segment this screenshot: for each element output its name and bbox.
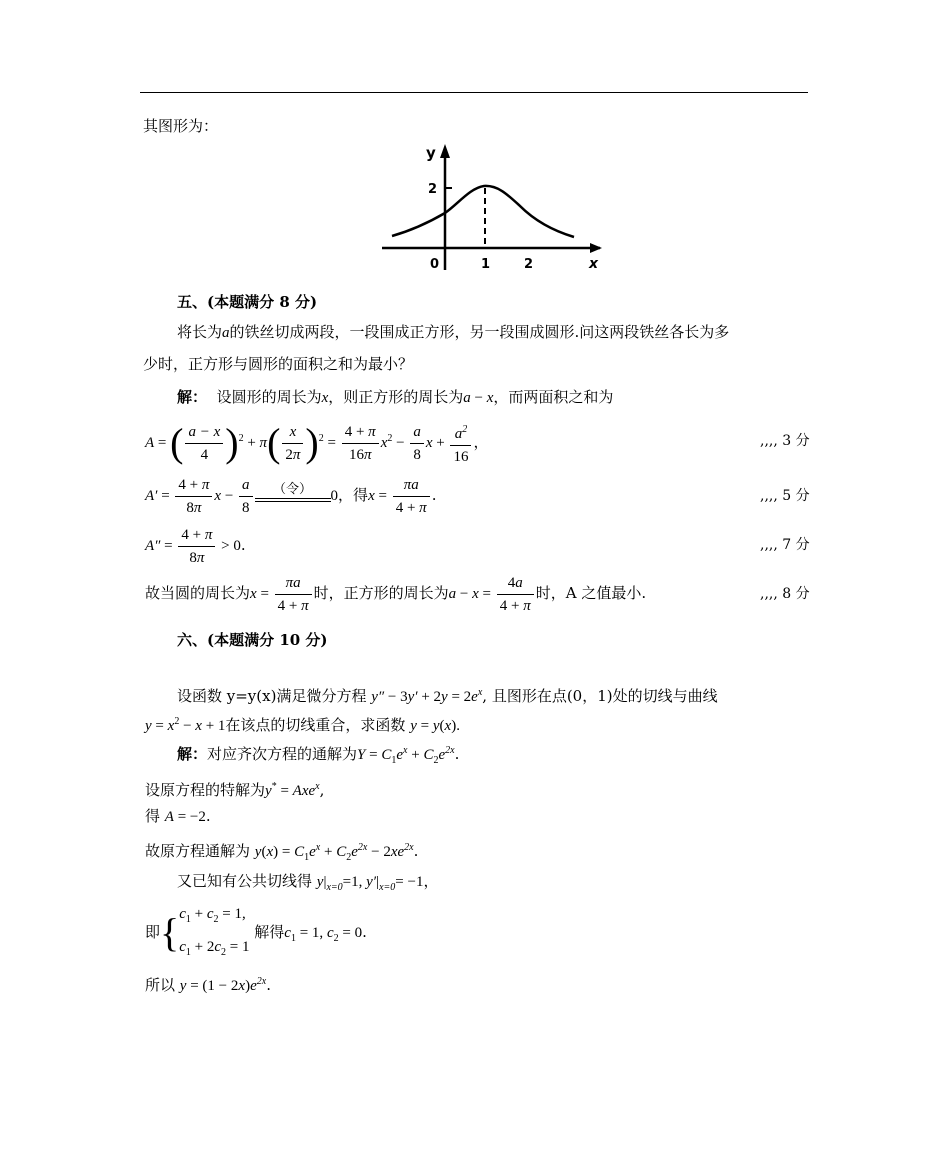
section6-problem-line1: 设函数 y=y(x)满足微分方程 $y'' - 3y' + 2y = 2e^x$, 且图形在点(0，1)处的切线与曲线 [177, 687, 718, 705]
score-3: ,,,, 3 分 [760, 433, 810, 449]
section6-tangent: 又已知有公共切线得 $y|_{x=0}=1$, $y'|_{x=0}= -1$， [177, 872, 439, 893]
equation-second-derivative: A″ = $\frac{4 + \pi}{8\pi}$ > 0. [145, 520, 246, 570]
score-7: ,,,, 7 分 [760, 537, 810, 553]
equation-area: A = ( $\frac{a - x}{4}$ )$^2$ + π( $\frac{x}{2\pi}$ )$^2$ = $\frac{4 + \pi}{16\pi}$ $x^2$ − $\frac{a}{8}$ x + $\frac{a^2}{16}$ ， [145, 420, 489, 465]
y-tick-2: 2 [428, 182, 438, 197]
equation-derivative: A′ = $\frac{4 + \pi}{8\pi}$ x − $\frac{a}{8}$ （令） 0，得x = $\frac{\pi a}{4 + \pi}$ . [145, 470, 436, 520]
section6-particular: 设原方程的特解为y* = Axe$^x$, [145, 781, 325, 799]
section6-general: 故原方程通解为 $y(x) = C_1e^x + C_2e^{2x} - 2xe^{2x}$. [145, 842, 419, 863]
section6-answer: 所以 $y = (1 - 2x)e^{2x}$. [145, 976, 271, 994]
section5-heading: 五、(本题满分 8 分) [177, 293, 318, 311]
section6-system: 即{ $c_1 + c_2 = 1$, $c_1 + 2c_2 = 1$ 解得$c_1 = 1$, $c_2 = 0$. [145, 906, 367, 958]
section5-solution-intro: 解： 设圆形的周长为x，则正方形的周长为a − x，而两面积之和为 [177, 388, 614, 406]
section6-solution-line1: 解：对应齐次方程的通解为$Y = C_1e^x + C_2e^{2x}$. [177, 745, 460, 766]
section6-problem-line2: $y = x^2 - x + 1$在该点的切线重合，求函数 y = y(x). [145, 716, 460, 734]
function-graph [378, 140, 608, 280]
x-tick-1: 1 [481, 257, 491, 272]
origin-label: 0 [430, 257, 440, 272]
header-rule [140, 92, 808, 93]
y-axis-label: y [426, 144, 436, 162]
score-8: ,,,, 8 分 [760, 586, 810, 602]
section6-A-value: 得 A = −2. [145, 807, 211, 825]
x-tick-2: 2 [524, 257, 534, 272]
intro-text: 其图形为： [143, 117, 219, 135]
score-5: ,,,, 5 分 [760, 488, 810, 504]
section5-conclusion: 故当圆的周长为x = $\frac{\pi a}{4 + \pi}$ 时，正方形的周长为a − x = $\frac{4a}{4 + \pi}$ 时，A 之值最小. [145, 568, 646, 618]
section5-problem-line1: 将长为a的铁丝切成两段，一段围成正方形，另一段围成圆形.问这两段铁丝各长为多 [177, 323, 730, 341]
section5-problem-line2: 少时，正方形与圆形的面积之和为最小？ [143, 355, 414, 373]
section6-heading: 六、(本题满分 10 分) [177, 631, 328, 649]
x-axis-label: x [589, 256, 599, 272]
